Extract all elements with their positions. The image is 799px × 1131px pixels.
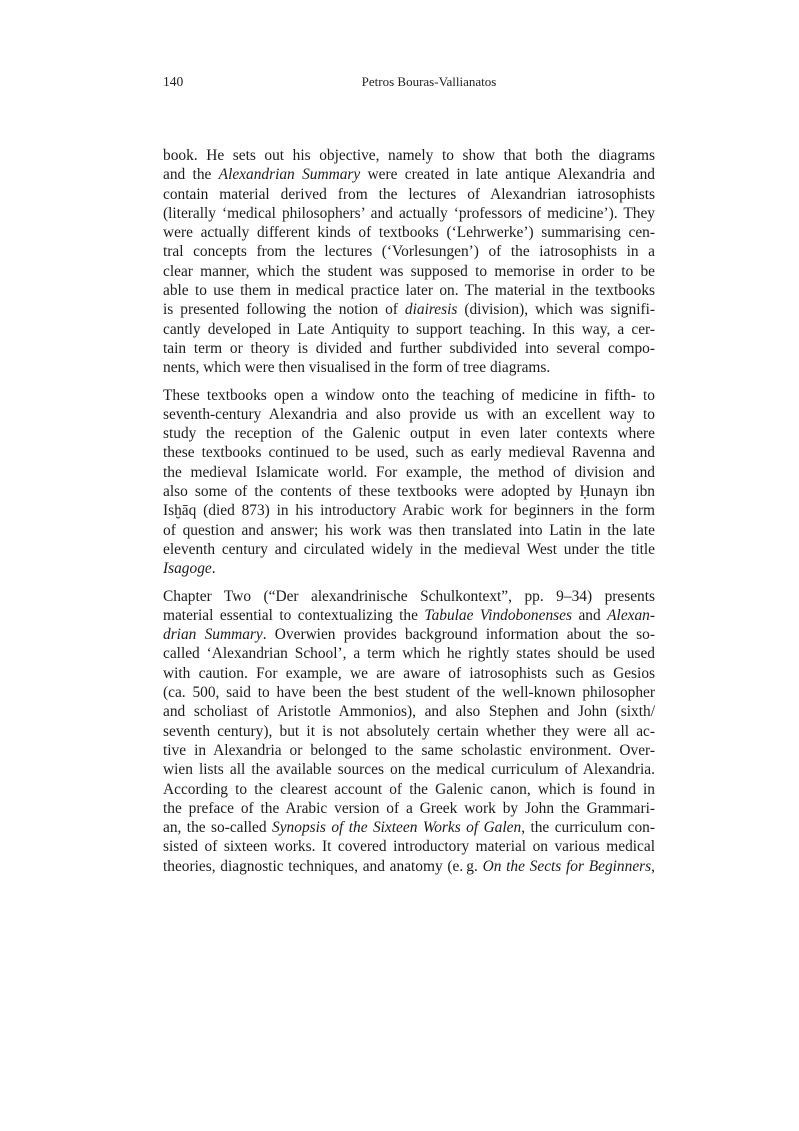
text-run: is presented following the notion of — [163, 301, 405, 319]
text-run: these textbooks continued to be used, such as early medieval Ravenna and — [163, 444, 655, 462]
text-run: tral concepts from the lectures (‘Vorlesungen’) of the iatrosophists in a — [163, 243, 655, 261]
text-run: . — [211, 560, 216, 578]
text-run: eleventh century and circulated widely in the medieval West under the title — [163, 540, 655, 558]
text-line — [163, 320, 655, 339]
text-run: According to the clearest account of the Galenic canon, which is found in — [163, 780, 655, 798]
text-line — [163, 482, 655, 501]
text-line — [163, 760, 655, 779]
text-line — [163, 780, 655, 799]
text-line — [163, 625, 655, 644]
text-run: (ca. 500, said to have been the best student of the well-known philosopher — [163, 684, 655, 702]
text-run: nents, which were then visualised in the form of tree diagrams. — [163, 359, 551, 377]
italic-title: Alexan- — [607, 606, 655, 624]
text-line — [163, 606, 655, 625]
text-line — [163, 683, 655, 702]
running-head-author: Petros Bouras-Vallianatos — [361, 74, 497, 89]
page-number: 140 — [163, 74, 184, 89]
text-run: the medieval Islamicate world. For example, the method of division and — [163, 463, 655, 481]
text-line — [163, 587, 655, 606]
text-line — [163, 644, 655, 663]
text-line — [163, 223, 655, 242]
text-run: , the curriculum con- — [521, 819, 655, 837]
text-run: the preface of the Arabic version of a Greek work by John the Grammari- — [163, 799, 655, 817]
text-run: (literally ‘medical philosophers’ and actually ‘professors of medicine’). They — [163, 204, 655, 222]
text-line — [163, 424, 655, 443]
text-run: seventh-century Alexandria and also provide us with an excellent way to — [163, 405, 655, 423]
text-run: These textbooks open a window onto the teaching of medicine in fifth- to — [163, 386, 655, 404]
text-run: called ‘Alexandrian School’, a term which he rightly states should be used — [163, 645, 655, 663]
text-line — [163, 204, 655, 223]
text-run: and the — [163, 166, 219, 184]
text-line — [163, 281, 655, 300]
text-run: and scholiast of Aristotle Ammonios), and also Stephen and John (sixth/ — [163, 703, 655, 721]
text-run: an, the so-called — [163, 819, 273, 837]
text-line — [163, 386, 655, 405]
text-line — [163, 722, 655, 741]
text-run: with caution. For example, we are aware of iatrosophists such as Gesios — [163, 664, 655, 682]
italic-title: Synopsis of the Sixteen Works of Galen — [272, 819, 522, 837]
text-run: material essential to contextualizing the — [163, 606, 425, 624]
text-run: cantly developed in Late Antiquity to support teaching. In this way, a cer- — [163, 320, 655, 338]
text-line — [163, 741, 655, 760]
paragraph — [163, 587, 655, 876]
text-line — [163, 463, 655, 482]
text-run: of question and answer; his work was then translated into Latin in the late — [163, 521, 655, 539]
text-line — [163, 837, 655, 856]
text-line — [163, 443, 655, 462]
italic-title: Alexandrian Summary — [218, 166, 361, 184]
text-line — [163, 262, 655, 281]
text-line — [163, 501, 655, 520]
running-header — [163, 74, 655, 94]
text-line — [163, 702, 655, 721]
text-run: contain material derived from the lectures of Alexandrian iatrosophists — [163, 185, 655, 203]
text-line — [163, 146, 655, 165]
text-line — [163, 185, 655, 204]
text-line — [163, 540, 655, 559]
text-line — [163, 242, 655, 261]
text-line — [163, 405, 655, 424]
text-line — [163, 818, 655, 837]
italic-title: On the Sects for Beginners — [482, 857, 652, 875]
text-run: clear manner, which the student was supposed to memorise in order to be — [163, 262, 655, 280]
text-run: also some of the contents of these textbooks were adopted by Ḥunayn ibn — [163, 483, 655, 501]
text-line — [163, 799, 655, 818]
italic-title: diairesis — [404, 301, 458, 319]
text-line — [163, 358, 655, 377]
text-line — [163, 300, 655, 319]
text-run: were actually different kinds of textbooks (‘Lehrwerke’) summarising cen- — [163, 224, 655, 242]
text-line — [163, 521, 655, 540]
italic-title: drian Summary — [163, 626, 263, 644]
text-run: Chapter Two (“Der alexandrinische Schulkontext”, pp. 9–34) presents — [163, 587, 655, 605]
text-run: , — [651, 857, 655, 875]
text-line — [163, 664, 655, 683]
text-run: theories, diagnostic techniques, and anatomy (e. g. — [163, 857, 483, 875]
text-line — [163, 339, 655, 358]
text-run: tain term or theory is divided and further subdivided into several compo- — [163, 339, 655, 357]
text-run: able to use them in medical practice later on. The material in the textbooks — [163, 282, 655, 300]
text-run: . Overwien provides background information about the so- — [262, 626, 655, 644]
text-run: wien lists all the available sources on the medical curriculum of Alexandria. — [163, 761, 655, 779]
text-run: tive in Alexandria or belonged to the same scholastic environment. Over- — [163, 741, 655, 759]
italic-title: Tabulae Vindobonenses — [424, 606, 572, 624]
text-line — [163, 165, 655, 184]
text-run: were created in late antique Alexandria and — [360, 166, 655, 184]
text-run: (division), which was signifi- — [457, 301, 655, 319]
italic-title: Isagoge — [163, 560, 212, 578]
text-run: sisted of sixteen works. It covered introductory material on various medical — [163, 838, 655, 856]
paragraph — [163, 386, 655, 579]
text-run: book. He sets out his objective, namely to show that both the diagrams — [163, 147, 655, 164]
text-run: seventh century), but it is not absolutely certain whether they were all ac- — [163, 722, 655, 740]
text-line — [163, 857, 655, 876]
text-line — [163, 559, 655, 578]
body-text — [163, 146, 655, 884]
paragraph — [163, 146, 655, 378]
text-run: Isḫāq (died 873) in his introductory Arabic work for beginners in the form — [163, 502, 655, 520]
text-run: and — [571, 606, 608, 624]
text-run: study the reception of the Galenic output in even later contexts where — [163, 425, 655, 443]
